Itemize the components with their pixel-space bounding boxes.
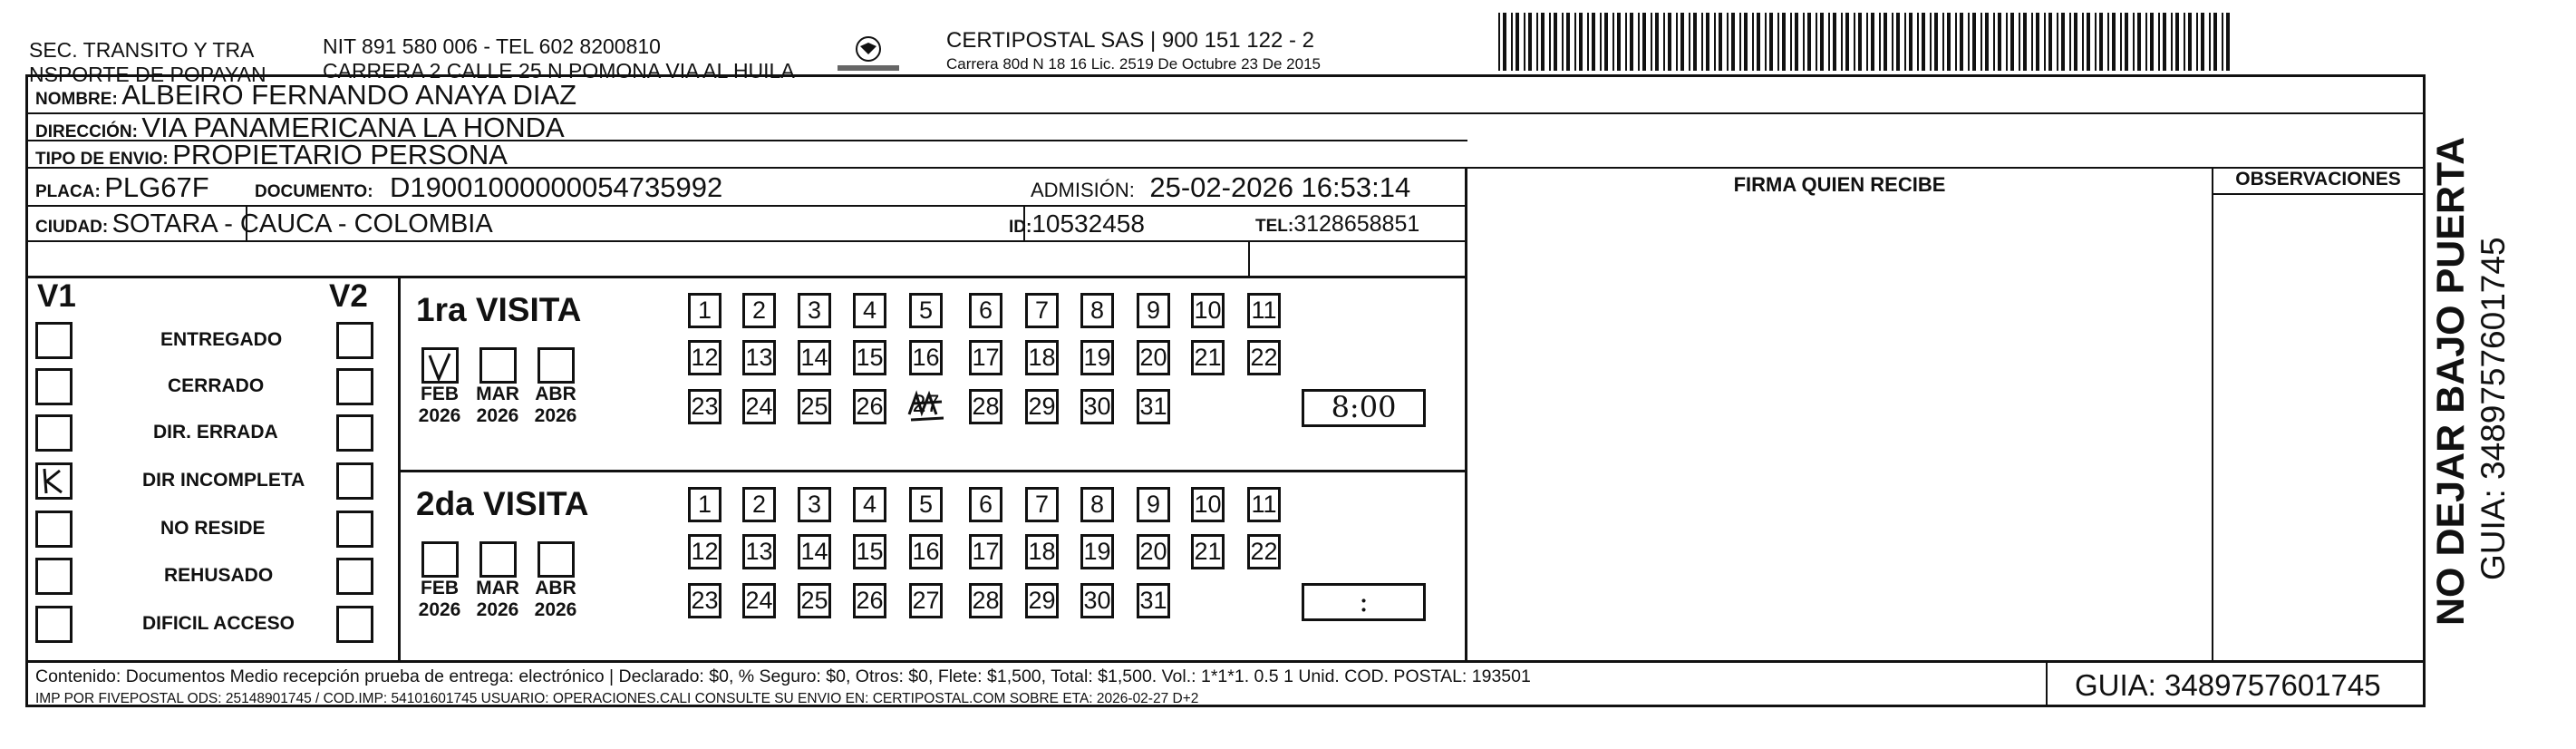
day-box[interactable]: 19 (1080, 340, 1114, 375)
day-box[interactable]: 13 (742, 340, 776, 375)
day-box[interactable]: 30 (1080, 389, 1114, 424)
day-box[interactable]: 16 (909, 534, 943, 569)
barcode-bar (1807, 13, 1811, 71)
barcode-bar (1739, 13, 1741, 71)
admision-value: 25-02-2026 16:53:14 (1149, 171, 1411, 203)
day-box[interactable]: 17 (969, 534, 1002, 569)
day-box[interactable]: 21 (1191, 340, 1225, 375)
barcode-bar (1536, 13, 1538, 71)
barcode-bar (2087, 13, 2090, 71)
barcode-bar (2158, 13, 2160, 71)
barcode-bar (1701, 13, 1703, 71)
visit-title: 2da VISITA (416, 485, 589, 522)
barcode-bar (2048, 13, 2052, 71)
barcode-bar (1757, 13, 1760, 71)
barcode (1498, 13, 2242, 71)
barcode-bar (1942, 13, 1944, 71)
imp-line: IMP POR FIVEPOSTAL ODS: 25148901745 / COD.IMP: 54101601745 USUARIO: OPERACIONES.CALI CONSULTE SU ENVIO EN: CERTIPOSTAL.COM SOBRE ETA: 2026-02-27 D+2 (35, 691, 1199, 706)
day-box[interactable]: 11 (1247, 487, 1281, 522)
barcode-bar (2120, 13, 2122, 71)
month-checkbox[interactable] (479, 347, 517, 384)
v2-checkbox[interactable] (336, 511, 373, 548)
day-box[interactable]: 8 (1080, 487, 1114, 522)
day-box[interactable]: 7 (1025, 487, 1059, 522)
day-box[interactable]: 8 (1080, 293, 1114, 328)
day-box[interactable]: 28 (969, 583, 1002, 618)
barcode-bar (1744, 13, 1748, 71)
barcode-bar (2137, 13, 2141, 71)
barcode-bar (2044, 13, 2046, 71)
day-box[interactable]: 23 (688, 583, 721, 618)
day-box[interactable]: 6 (969, 487, 1002, 522)
day-box[interactable]: 4 (853, 293, 886, 328)
day-box[interactable]: 6 (969, 293, 1002, 328)
barcode-bar (1676, 13, 1678, 71)
barcode-bar (1972, 13, 1976, 71)
sender-name: SEC. TRANSITO Y TRA NSPORTE DE POPAYAN (29, 38, 266, 86)
time-field[interactable]: : (1302, 583, 1426, 621)
barcode-bar (2175, 13, 2179, 71)
barcode-bar (1922, 13, 1925, 71)
month-checkbox[interactable] (537, 347, 575, 384)
barcode-bar (2201, 13, 2204, 71)
barcode-bar (1960, 13, 1963, 71)
day-box[interactable]: 15 (853, 340, 886, 375)
day-box[interactable]: 20 (1137, 534, 1170, 569)
barcode-bar (1498, 13, 1500, 71)
barcode-bar (2150, 13, 2154, 71)
day-box[interactable]: 25 (798, 389, 831, 424)
observaciones-header: OBSERVACIONES (2213, 168, 2423, 195)
barcode-bar (2057, 13, 2058, 71)
barcode-bar (1617, 13, 1621, 71)
month-checkbox[interactable] (421, 347, 459, 384)
day-box[interactable]: 11 (1247, 293, 1281, 328)
barcode-bar (1668, 13, 1671, 71)
day-box[interactable]: 12 (688, 534, 721, 569)
status-label: DIFICIL ACCESO (142, 613, 295, 634)
documento-value: D19001000000054735992 (390, 171, 723, 203)
month-checkbox[interactable] (421, 541, 459, 578)
nombre-row: NOMBRE: ALBEIRO FERNANDO ANAYA DIAZ (35, 79, 577, 111)
barcode-bar (1562, 13, 1564, 71)
barcode-bar (1934, 13, 1938, 71)
documento-field: DOCUMENTO: D19001000000054735992 (255, 171, 723, 203)
day-box[interactable]: 24 (742, 389, 776, 424)
barcode-bar (1884, 13, 1887, 71)
barcode-bar (1930, 13, 1932, 71)
ciudad-value: SOTARA - CAUCA - COLOMBIA (111, 209, 493, 238)
day-box[interactable]: 26 (853, 389, 886, 424)
barcode-bar (1752, 13, 1754, 71)
barcode-bar (1587, 13, 1589, 71)
barcode-bar (1917, 13, 1919, 71)
day-box[interactable]: 4 (853, 487, 886, 522)
barcode-bar (1854, 13, 1855, 71)
barcode-bar (1841, 13, 1843, 71)
day-box[interactable]: 1 (688, 487, 721, 522)
day-box[interactable]: 16 (909, 340, 943, 375)
day-box[interactable]: 30 (1080, 583, 1114, 618)
barcode-bar (2226, 13, 2230, 71)
barcode-bar (1625, 13, 1627, 71)
day-box[interactable]: 29 (1025, 389, 1059, 424)
barcode-bar (1693, 13, 1697, 71)
day-box[interactable]: 5 (909, 487, 943, 522)
status-label: NO RESIDE (160, 518, 266, 539)
barcode-bar (1993, 13, 1995, 71)
barcode-bar (2107, 13, 2109, 71)
barcode-bar (1816, 13, 1817, 71)
barcode-bar (2125, 13, 2128, 71)
barcode-bar (2213, 13, 2217, 71)
v2-checkbox[interactable] (336, 606, 373, 643)
barcode-bar (1642, 13, 1646, 71)
day-box[interactable]: 27 (909, 583, 943, 618)
barcode-bar (2209, 13, 2211, 71)
v2-checkbox[interactable] (336, 462, 373, 500)
barcode-bar (1663, 13, 1665, 71)
barcode-bar (1871, 13, 1874, 71)
day-box[interactable]: 10 (1191, 293, 1225, 328)
barcode-bar (2171, 13, 2173, 71)
barcode-bar (2061, 13, 2065, 71)
day-box[interactable]: 3 (798, 293, 831, 328)
v1-checkbox[interactable] (35, 414, 73, 452)
day-box[interactable]: 19 (1080, 534, 1114, 569)
barcode-bar (1765, 13, 1767, 71)
day-box[interactable]: 3 (798, 487, 831, 522)
month-checkbox[interactable] (537, 541, 575, 578)
visit-title: 1ra VISITA (416, 291, 582, 328)
month-label: ABR 2026 (534, 384, 577, 426)
day-box[interactable]: 2 (742, 293, 776, 328)
direccion-row: DIRECCIÓN: VIA PANAMERICANA LA HONDA (35, 112, 565, 143)
v1-checkbox[interactable] (35, 606, 73, 643)
guia-box: GUIA: 3489757601745 (2075, 668, 2381, 702)
tipo-envio-value: PROPIETARIO PERSONA (172, 139, 508, 170)
barcode-bar (1554, 13, 1557, 71)
day-box[interactable]: 21 (1191, 534, 1225, 569)
barcode-bar (1892, 13, 1893, 71)
status-label: CERRADO (168, 375, 265, 396)
barcode-bar (1795, 13, 1798, 71)
barcode-bar (1600, 13, 1602, 71)
barcode-bar (1574, 13, 1576, 71)
barcode-bar (1828, 13, 1830, 71)
barcode-bar (1955, 13, 1957, 71)
barcode-bar (1790, 13, 1792, 71)
barcode-bar (1896, 13, 1900, 71)
status-label: REHUSADO (164, 565, 274, 586)
barcode-bar (1524, 13, 1525, 71)
barcode-bar (1947, 13, 1951, 71)
day-box[interactable]: 1 (688, 293, 721, 328)
v2-header: V2 (329, 278, 368, 314)
barcode-bar (2095, 13, 2097, 71)
barcode-bar (1612, 13, 1614, 71)
nombre-value: ALBEIRO FERNANDO ANAYA DIAZ (121, 79, 577, 111)
barcode-bar (1638, 13, 1640, 71)
barcode-bar (1579, 13, 1583, 71)
time-field[interactable]: 8:00 (1302, 389, 1426, 427)
day-box[interactable]: 14 (798, 534, 831, 569)
month-label: FEB 2026 (418, 384, 461, 426)
v2-checkbox[interactable] (336, 414, 373, 452)
barcode-bar (1968, 13, 1970, 71)
barcode-bar (1769, 13, 1773, 71)
day-box[interactable]: 22 (1247, 534, 1281, 569)
barcode-bar (1998, 13, 2001, 71)
barcode-bar (1516, 13, 1519, 71)
day-box[interactable]: 24 (742, 583, 776, 618)
tel-field: TEL:3128658851 (1255, 211, 1420, 237)
v2-checkbox[interactable] (336, 368, 373, 405)
id-field: ID:10532458 (1009, 209, 1145, 238)
barcode-bar (2163, 13, 2166, 71)
v1-checkbox[interactable] (35, 558, 73, 595)
certipostal-logo (832, 34, 905, 78)
day-box[interactable]: 23 (688, 389, 721, 424)
barcode-bar (1820, 13, 1824, 71)
barcode-bar (1655, 13, 1659, 71)
day-box[interactable]: 14 (798, 340, 831, 375)
day-box[interactable]: 18 (1025, 534, 1059, 569)
contenido-line: Contenido: Documentos Medio recepción prueba de entrega: electrónico | Declarado: $0, % Seguro: $0, Otros: $0, Flete: $1,500, Total: $1,500. Vol.: 1*1*1. 0.5 1 Unid. COD. POSTAL: 193501 (35, 666, 1531, 686)
barcode-bar (1566, 13, 1570, 71)
day-box[interactable]: 13 (742, 534, 776, 569)
status-label: DIR. ERRADA (153, 422, 278, 443)
barcode-bar (1858, 13, 1862, 71)
barcode-bar (1528, 13, 1532, 71)
day-box[interactable]: 17 (969, 340, 1002, 375)
barcode-bar (2133, 13, 2135, 71)
barcode-bar (2023, 13, 2027, 71)
barcode-bar (1909, 13, 1913, 71)
v1-checkbox[interactable] (35, 368, 73, 405)
barcode-bar (2074, 13, 2077, 71)
barcode-bar (2145, 13, 2147, 71)
v1-checkbox[interactable] (35, 462, 73, 500)
barcode-bar (2196, 13, 2198, 71)
day-box[interactable]: 7 (1025, 293, 1059, 328)
month-checkbox[interactable] (479, 541, 517, 578)
barcode-bar (1511, 13, 1513, 71)
status-label: ENTREGADO (160, 329, 283, 350)
day-box[interactable]: 26 (853, 583, 886, 618)
barcode-bar (1845, 13, 1849, 71)
barcode-bar (2082, 13, 2084, 71)
v2-checkbox[interactable] (336, 322, 373, 359)
v1-checkbox[interactable] (35, 511, 73, 548)
direccion-value: VIA PANAMERICANA LA HONDA (141, 112, 565, 143)
status-label: DIR INCOMPLETA (142, 470, 305, 491)
barcode-bar (1777, 13, 1779, 71)
day-box[interactable]: 25 (798, 583, 831, 618)
carrier-info: CERTIPOSTAL SAS | 900 151 122 - 2 Carrera 80d N 18 16 Lic. 2519 De Octubre 23 De 2015 (946, 28, 1321, 73)
barcode-bar (1541, 13, 1545, 71)
day-box[interactable]: 22 (1247, 340, 1281, 375)
barcode-bar (2006, 13, 2008, 71)
placa-value: PLG67F (104, 171, 209, 203)
day-box[interactable]: 29 (1025, 583, 1059, 618)
month-label: FEB 2026 (418, 578, 461, 620)
barcode-bar (1904, 13, 1906, 71)
barcode-bar (1549, 13, 1551, 71)
barcode-bar (2010, 13, 2014, 71)
barcode-bar (1714, 13, 1716, 71)
barcode-bar (1503, 13, 1506, 71)
day-box[interactable]: 18 (1025, 340, 1059, 375)
barcode-bar (2188, 13, 2192, 71)
tel-value: 3128658851 (1293, 211, 1420, 237)
v2-checkbox[interactable] (336, 558, 373, 595)
day-box[interactable]: 27 (909, 389, 943, 424)
barcode-bar (1719, 13, 1722, 71)
day-box[interactable]: 15 (853, 534, 886, 569)
month-label: MAR 2026 (476, 578, 519, 620)
barcode-bar (2031, 13, 2033, 71)
barcode-bar (1980, 13, 1982, 71)
day-box[interactable]: 12 (688, 340, 721, 375)
barcode-bar (2222, 13, 2223, 71)
placa-field: PLACA: PLG67F (35, 171, 209, 203)
day-box[interactable]: 5 (909, 293, 943, 328)
barcode-bar (1630, 13, 1633, 71)
day-box[interactable]: 2 (742, 487, 776, 522)
delivery-form (25, 74, 2426, 707)
barcode-bar (1604, 13, 1608, 71)
day-box[interactable]: 10 (1191, 487, 1225, 522)
day-box[interactable]: 31 (1137, 389, 1170, 424)
barcode-bar (1651, 13, 1652, 71)
barcode-bar (2099, 13, 2103, 71)
barcode-bar (2069, 13, 2071, 71)
day-box[interactable]: 9 (1137, 293, 1170, 328)
barcode-bar (1833, 13, 1836, 71)
id-value: 10532458 (1031, 209, 1145, 238)
barcode-bar (1782, 13, 1786, 71)
v1-header: V1 (37, 278, 76, 314)
barcode-bar (2036, 13, 2039, 71)
admision-field: ADMISIÓN: 25-02-2026 16:53:14 (1031, 171, 1411, 203)
day-box[interactable]: 28 (969, 389, 1002, 424)
barcode-bar (2112, 13, 2116, 71)
firma-header: FIRMA QUIEN RECIBE (1733, 173, 1946, 196)
barcode-bar (1803, 13, 1805, 71)
side-guia: GUIA: 3489757601745 (2474, 237, 2512, 580)
barcode-bar (1866, 13, 1868, 71)
barcode-bar (1592, 13, 1595, 71)
barcode-bar (2184, 13, 2185, 71)
barcode-bar (1680, 13, 1684, 71)
sender-address: NIT 891 580 006 - TEL 602 8200810 CARRERA 2 CALLE 25 N POMONA VIA AL HUILA (323, 34, 795, 83)
day-box[interactable]: 9 (1137, 487, 1170, 522)
barcode-bar (1731, 13, 1735, 71)
barcode-bar (1689, 13, 1690, 71)
barcode-bar (1879, 13, 1881, 71)
month-label: MAR 2026 (476, 384, 519, 426)
v1-checkbox[interactable] (35, 322, 73, 359)
tipo-envio-row: TIPO DE ENVIO: PROPIETARIO PERSONA (35, 139, 508, 170)
day-box[interactable]: 20 (1137, 340, 1170, 375)
barcode-bar (1727, 13, 1729, 71)
ciudad-field: CIUDAD: SOTARA - CAUCA - COLOMBIA (35, 209, 493, 238)
day-box[interactable]: 31 (1137, 583, 1170, 618)
month-label: ABR 2026 (534, 578, 577, 620)
no-dejar-bajo-puerta: NO DEJAR BAJO PUERTA (2429, 136, 2473, 626)
barcode-bar (2019, 13, 2020, 71)
barcode-bar (1706, 13, 1709, 71)
barcode-bar (1985, 13, 1989, 71)
